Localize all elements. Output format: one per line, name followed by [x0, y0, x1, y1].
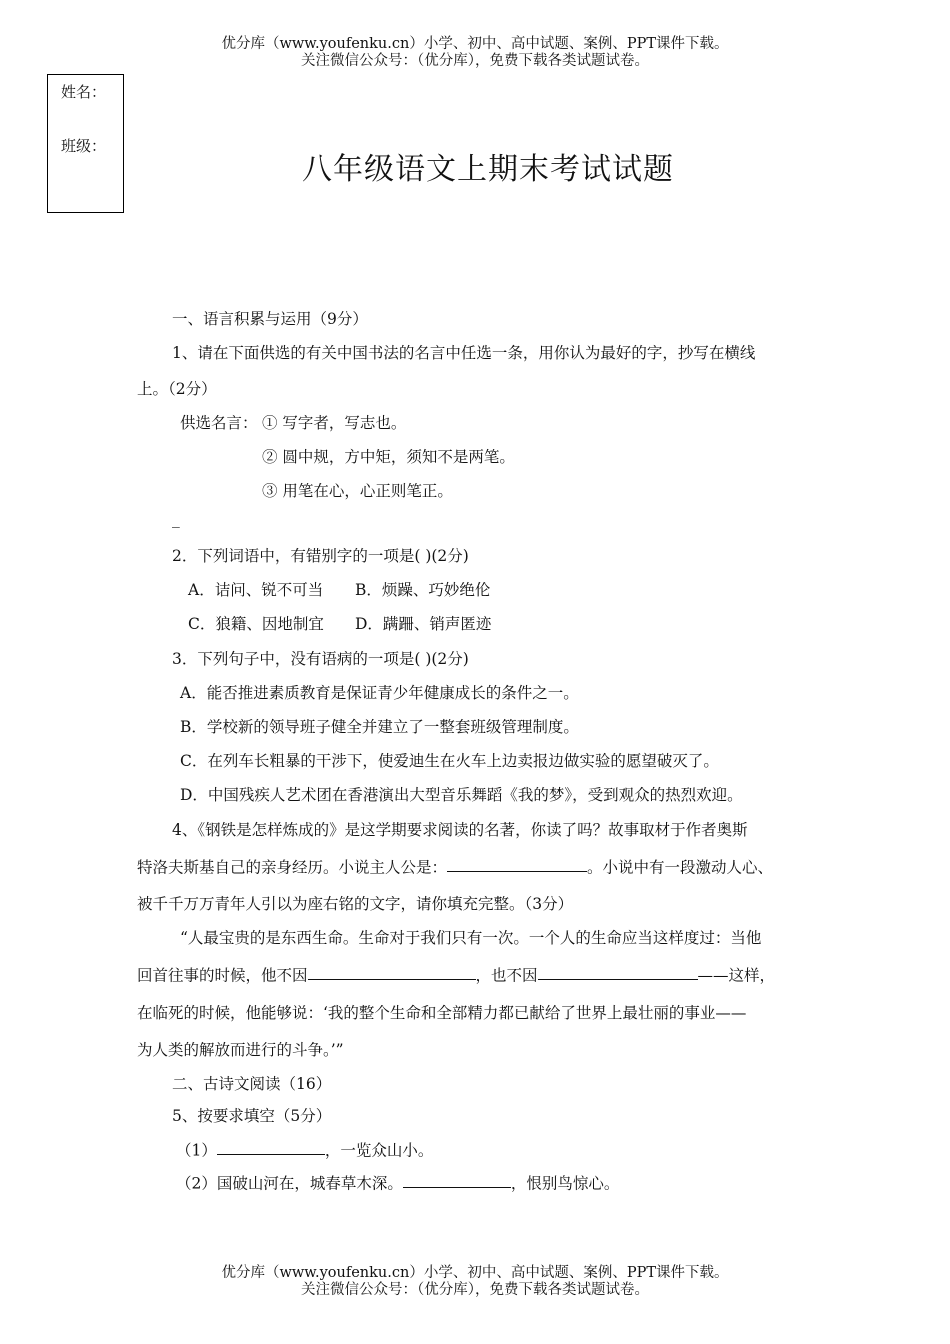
q2-option-c: C．狼籍、因地制宜: [188, 615, 324, 633]
quote-blank-1[interactable]: [308, 963, 476, 980]
q4-line-3: 被千千万万青年人引以为座右铭的文字，请你填充完整。（3分）: [137, 895, 574, 913]
q4-line-2: [137, 855, 773, 877]
q1-options-label: 供选名言：: [180, 414, 258, 432]
q4-quote-4: 为人类的解放而进行的斗争。’”: [137, 1041, 344, 1059]
q5-item-1: [176, 1138, 433, 1160]
q4-quote-2-text-a: 回首往事的时候，他不因: [137, 966, 308, 985]
q4-quote-2-text-c: ——这样，: [697, 966, 776, 985]
q5-item-2: [176, 1171, 619, 1193]
q4-quote-2-text-b: ，也不因: [475, 966, 538, 985]
header-line-1: 优分库（www.youfenku.cn）小学、初中、高中试题、案例、PPT课件下载。: [221, 36, 729, 52]
q4-line-2-text-b: 。小说中有一段激动人心、: [587, 858, 774, 877]
footer-line-2: 关注微信公众号：（优分库），免费下载各类试题试卷。: [301, 1282, 649, 1298]
q2-option-d: D．蹒跚、销声匿迹: [355, 615, 492, 633]
q2-stem: 2．下列词语中，有错别字的一项是( )(2分): [172, 547, 469, 565]
q4-quote-2: [137, 963, 775, 985]
q1-option-1: ① 写字者，写志也。: [262, 414, 407, 432]
q1-option-2: ② 圆中规，方中矩，须知不是两笔。: [262, 448, 515, 466]
q1-option-3: ③ 用笔在心，心正则笔正。: [262, 482, 453, 500]
q4-quote-1: “人最宝贵的是东西生命。生命对于我们只有一次。一个人的生命应当这样度过：当他: [180, 929, 762, 947]
q4-quote-3: 在临死的时候，他能够说：‘我的整个生命和全部精力都已献给了世界上最壮丽的事业——: [137, 1004, 747, 1022]
student-info-box: [47, 74, 124, 213]
q5-stem: 5、按要求填空（5分）: [172, 1107, 332, 1125]
q4-line-1: 4、《钢铁是怎样炼成的》是这学期要求阅读的名著，你读了吗？故事取材于作者奥斯: [172, 821, 748, 839]
section-1-heading: 一、语言积累与运用（9分）: [172, 310, 368, 328]
header-line-2: 关注微信公众号：（优分库），免费下载各类试题试卷。: [301, 53, 649, 69]
poem-blank-2[interactable]: [403, 1171, 511, 1188]
section-2-heading: 二、古诗文阅读（16）: [172, 1075, 332, 1093]
footer-line-1: 优分库（www.youfenku.cn）小学、初中、高中试题、案例、PPT课件下载。: [221, 1265, 729, 1281]
q5-item-2-suffix: ，恨别鸟惊心。: [510, 1174, 620, 1193]
q4-line-2-text-a: 特洛夫斯基自己的亲身经历。小说主人公是：: [137, 858, 448, 877]
q3-stem: 3．下列句子中，没有语病的一项是( )(2分): [172, 650, 469, 668]
q1-line-1: 1、请在下面供选的有关中国书法的名言中任选一条，用你认为最好的字，抄写在横线: [172, 344, 756, 362]
poem-blank-1[interactable]: [217, 1138, 325, 1155]
q3-option-c: C．在列车长粗暴的干涉下，使爱迪生在火车上边卖报边做实验的愿望破灭了。: [180, 752, 719, 770]
page-title: 八年级语文上期末考试试题: [302, 152, 674, 187]
q3-option-a: A．能否推进素质教育是保证青少年健康成长的条件之一。: [180, 684, 579, 702]
q2-option-b: B．烦躁、巧妙绝伦: [355, 581, 491, 599]
name-label: 姓名：: [61, 83, 107, 101]
q5-item-2-prefix: （2）国破山河在，城春草木深。: [176, 1174, 403, 1193]
q3-option-b: B．学校新的领导班子健全并建立了一整套班级管理制度。: [180, 718, 579, 736]
q3-option-d: D．中国残疾人艺术团在香港演出大型音乐舞蹈《我的梦》，受到观众的热烈欢迎。: [180, 786, 743, 804]
q1-answer-mark: _: [172, 510, 180, 528]
q5-item-1-suffix: ，一览众山小。: [324, 1141, 434, 1160]
q2-option-a: A．诘问、锐不可当: [188, 581, 324, 599]
q1-line-2: 上。（2分）: [137, 380, 217, 398]
q5-item-1-prefix: （1）: [176, 1141, 217, 1160]
protagonist-blank[interactable]: [447, 855, 587, 872]
class-label: 班级：: [61, 137, 107, 155]
quote-blank-2[interactable]: [538, 963, 698, 980]
